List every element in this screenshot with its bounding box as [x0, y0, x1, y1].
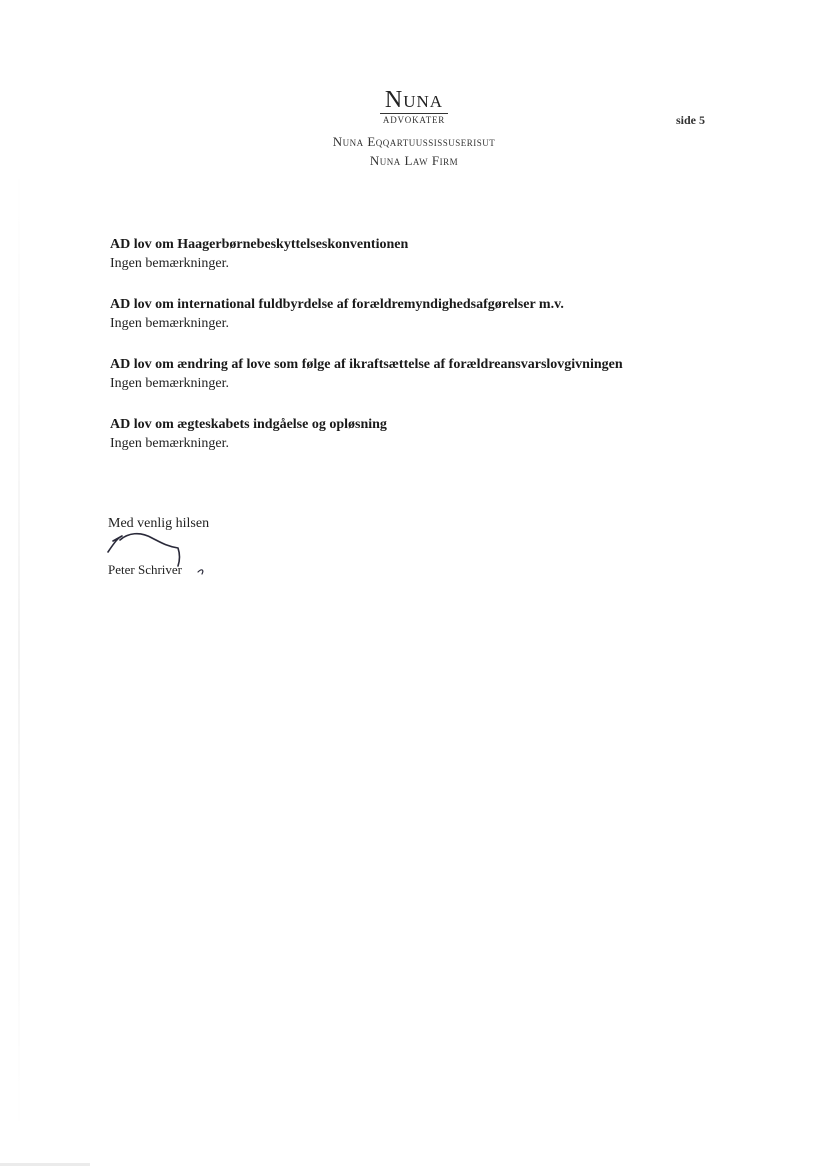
section — [110, 416, 750, 454]
signer-name: Peter Schriver — [108, 562, 183, 577]
section-heading: AD lov om ændring af love som følge af ikraftsættelse af forældreansvarslovgivningen — [110, 357, 623, 372]
section-body: Ingen bemærkninger. — [110, 376, 229, 391]
scan-bottom-artifact — [0, 1163, 90, 1166]
section — [110, 356, 750, 394]
document-body — [110, 236, 750, 476]
firm-logo-name: Nuna — [384, 87, 444, 113]
letterhead — [0, 88, 828, 170]
section — [110, 236, 750, 274]
section-heading: AD lov om ægteskabets indgåelse og opløsning — [110, 417, 387, 432]
section — [110, 296, 750, 334]
section-heading: AD lov om international fuldbyrdelse af forældremyndighedsafgørelser m.v. — [110, 297, 564, 312]
page-number: side 5 — [676, 113, 706, 127]
firm-name-english: Nuna Law Firm — [369, 153, 459, 168]
section-heading: AD lov om Haagerbørnebeskyttelseskonventionen — [110, 237, 409, 252]
section-body: Ingen bemærkninger. — [110, 436, 229, 451]
section-body: Ingen bemærkninger. — [110, 316, 229, 331]
firm-logo-subtitle: ADVOKATER — [382, 115, 446, 125]
scan-edge-artifact — [18, 160, 20, 1140]
closing-greeting: Med venlig hilsen — [108, 516, 210, 531]
section-body: Ingen bemærkninger. — [110, 256, 229, 271]
logo-divider — [380, 113, 448, 114]
firm-name-greenlandic: Nuna Eqqartuussissuserisut — [332, 134, 496, 149]
